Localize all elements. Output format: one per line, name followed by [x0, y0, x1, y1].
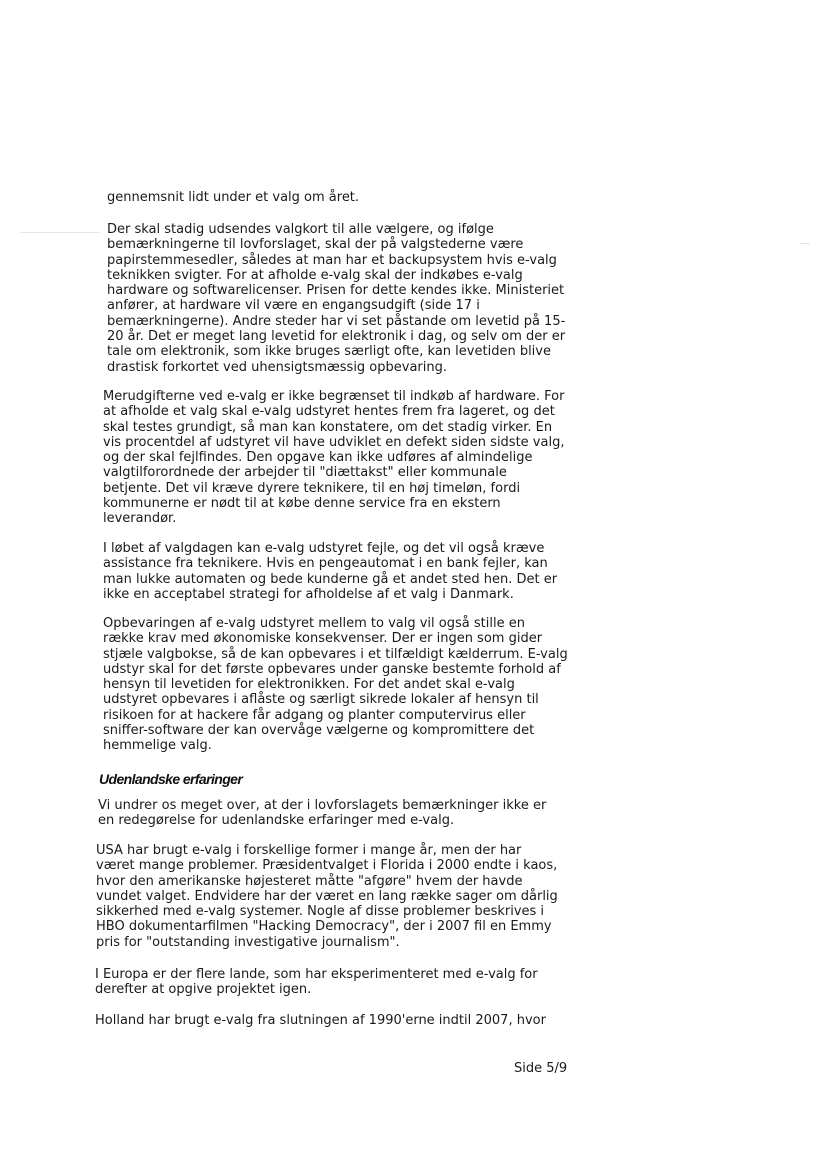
paragraph-usa: USA har brugt e-valg i forskellige former i mange år, men der har været mange problemer. Præsidentvalget i Florida i 2000 endte i kaos, hvor den amerikanske højesteret måtte "afgøre" hvem der havde vundet valget. Endvidere har der været en lang række sager om dårlig sikkerhed med e-valg systemer. Nogle af disse problemer beskrives i HBO dokumentarfilmen "Hacking Democracy", der i 2007 fil en Emmy pris for "outstanding investigative journalism".: [96, 843, 558, 950]
paragraph-valgdagen: I løbet af valgdagen kan e-valg udstyret fejle, og det vil også kræve assistance fra teknikere. Hvis en pengeautomat i en bank fejler, kan man lukke automaten og bede kunderne gå et andet sted hen. Det er ikke en acceptabel strategi for afholdelse af et valg i Danmark.: [103, 541, 558, 602]
paragraph-europa: I Europa er der flere lande, som har eksperimenteret med e-valg for derefter at opgive projektet igen.: [95, 967, 538, 998]
paragraph-opbevaring: Opbevaringen af e-valg udstyret mellem to valg vil også stille en række krav med økonomiske konsekvenser. Der er ingen som gider stjæle valgbokse, så de kan opbevares i et tilfældigt kælderrum. E-valg udstyr skal for det første opbevares under ganske bestemte forhold af hensyn til levetiden for elektronikken. For det andet skal e-valg udstyret opbevares i aflåste og særligt sikrede lokaler af hensyn til risikoen for at hackere får adgang og planter computervirus eller sniffer-software der kan overvåge vælgerne og kompromittere det hemmelige valg.: [103, 616, 568, 754]
scan-artifact-line: [20, 232, 100, 233]
paragraph-merudgifter: Merudgifterne ved e-valg er ikke begrænset til indkøb af hardware. For at afholde et valg skal e-valg udstyret hentes frem fra lageret, og det skal testes grundigt, så man kan konstatere, om det stadig virker. En vis procentdel af udstyret vil have udviklet en defekt siden sidste valg, og der skal fejlfindes. Den opgave kan ikke udføres af almindelige valgtilforordnede der arbejder til "diættakst" eller kommunale betjente. Det vil kræve dyrere teknikere, til en høj timeløn, fordi kommunerne er nødt til at købe denne service fra en ekstern leverandør.: [103, 389, 565, 527]
paragraph-holland: Holland har brugt e-valg fra slutningen af 1990'erne indtil 2007, hvor: [95, 1013, 546, 1028]
paragraph-intro-fragment: gennemsnit lidt under et valg om året.: [107, 190, 360, 205]
paragraph-udenlandske: Vi undrer os meget over, at der i lovforslagets bemærkninger ikke er en redegørelse for udenlandske erfaringer med e-valg.: [98, 798, 547, 829]
paragraph-valgkort: Der skal stadig udsendes valgkort til alle vælgere, og ifølge bemærkningerne til lovforslaget, skal der på valgstederne være papirstemmesedler, således at man har et backupsystem hvis e-valg teknikken svigter. For at afholde e-valg skal der indkøbes e-valg hardware og softwarelicenser. Prisen for dette kendes ikke. Ministeriet anfører, at hardware vil være en engangsudgift (side 17 i bemærkningerne). Andre steder har vi set påstande om levetid på 15- 20 år. Det er meget lang levetid for elektronik i dag, og selv om der er tale om elektronik, som ikke bruges særligt ofte, kan levetiden blive drastisk forkortet ved uhensigtsmæssig opbevaring.: [107, 222, 566, 375]
section-heading: Udenlandske erfaringer: [99, 771, 243, 787]
page-number: Side 5/9: [514, 1061, 568, 1076]
scan-artifact-line: [800, 243, 810, 244]
